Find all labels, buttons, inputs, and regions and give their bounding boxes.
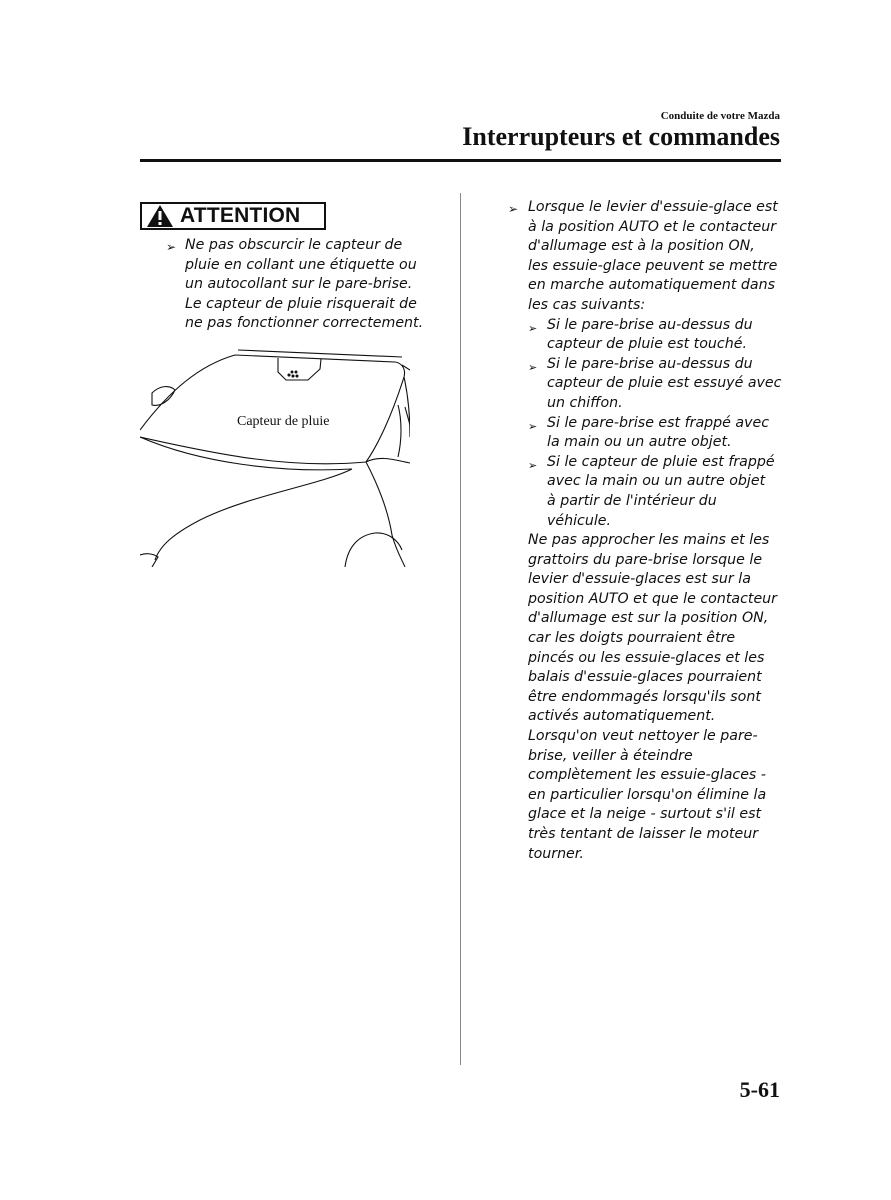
sub-bullet-line: un chiffon. [547,394,623,411]
intro-line: les essuie-glace peuvent se mettre [528,257,778,274]
intro-line: en marche automatiquement dans [528,277,775,294]
attention-bullet [166,236,423,334]
sub-bullet-line: véhicule. [547,512,612,529]
sub-bullet [528,316,781,355]
column-divider [460,193,461,1065]
figure-caption: Capteur de pluie [237,414,330,429]
windshield-illustration [140,345,410,567]
paragraph-line: Ne pas approcher les mains et les [528,532,770,549]
paragraph-line: levier d'essuie-glaces est sur la [528,571,751,588]
paragraph-line: activés automatiquement. [528,708,716,725]
header-rule [140,159,781,162]
paragraph-line: grattoirs du pare-brise lorsque le [528,551,763,568]
attention-label: ATTENTION [180,204,301,227]
sub-bullet-line: Si le pare-brise au-dessus du [547,316,753,333]
sub-bullet [528,453,781,531]
paragraph-line: complètement les essuie-glaces - [528,767,766,784]
sub-bullet-list [528,316,781,532]
paragraph-line: Lorsqu'on veut nettoyer le pare- [528,728,758,745]
sub-bullet-line: capteur de pluie est touché. [547,336,747,353]
paragraph-line: brise, veiller à éteindre [528,747,693,764]
page-number: 5-61 [739,1077,780,1102]
cleaning-paragraph [528,727,781,864]
attention-line: pluie en collant une étiquette ou [185,256,417,273]
sub-bullet-line: Si le capteur de pluie est frappé [547,453,775,470]
intro-line: à la position AUTO et le contacteur [528,218,777,235]
sub-bullet-line: avec la main ou un autre objet [547,473,766,490]
sub-bullet-line: Si le pare-brise au-dessus du [547,355,753,372]
attention-line: ne pas fonctionner correctement. [185,315,424,332]
paragraph-line: d'allumage est sur la position ON, [528,610,769,627]
sub-bullet-arrow-icon: ➢ [528,360,538,374]
section-header: Conduite de votre Mazda [660,110,780,122]
intro-line: Lorsque le levier d'essuie-glace est [528,199,778,215]
sub-bullet-line: capteur de pluie est essuyé avec [547,375,782,392]
sub-bullet-line: à partir de l'intérieur du [547,492,717,509]
sub-bullet-line: Si le pare-brise est frappé avec [547,414,770,431]
page-title: Interrupteurs et commandes [462,122,780,151]
paragraph-line: car les doigts pourraient être [528,630,736,647]
sub-bullet-arrow-icon: ➢ [528,321,538,335]
paragraph-line: être endommagés lorsqu'ils sont [528,688,761,705]
sub-bullet [528,414,781,453]
sub-bullet-arrow-icon: ➢ [528,419,538,433]
paragraph-line: position AUTO et que le contacteur [528,590,778,607]
attention-line: un autocollant sur le pare-brise. [185,276,413,293]
bullet-arrow-icon: ➢ [508,202,519,216]
warning-paragraph [528,531,781,727]
bullet-arrow-icon: ➢ [166,240,177,254]
paragraph-line: en particulier lorsqu'on élimine la [528,786,767,803]
intro-line: les cas suivants: [528,296,646,313]
sub-bullet-arrow-icon: ➢ [528,458,538,472]
paragraph-line: très tentant de laisser le moteur [528,826,759,842]
warning-triangle-icon [146,204,174,228]
paragraph-line: pincés ou les essuie-glaces et les [528,649,765,666]
paragraph-line: glace et la neige - surtout s'il est [528,806,762,823]
paragraph-line: tourner. [528,845,584,862]
attention-line: Ne pas obscurcir le capteur de [185,237,403,253]
rain-sensor-bullet [508,198,781,864]
attention-line: Le capteur de pluie risquerait de [185,295,417,312]
sub-bullet-line: la main ou un autre objet. [547,434,732,451]
paragraph-line: balais d'essuie-glaces pourraient [528,669,762,686]
intro-line: d'allumage est à la position ON, [528,238,755,255]
attention-box [140,202,326,230]
sub-bullet [528,355,781,414]
